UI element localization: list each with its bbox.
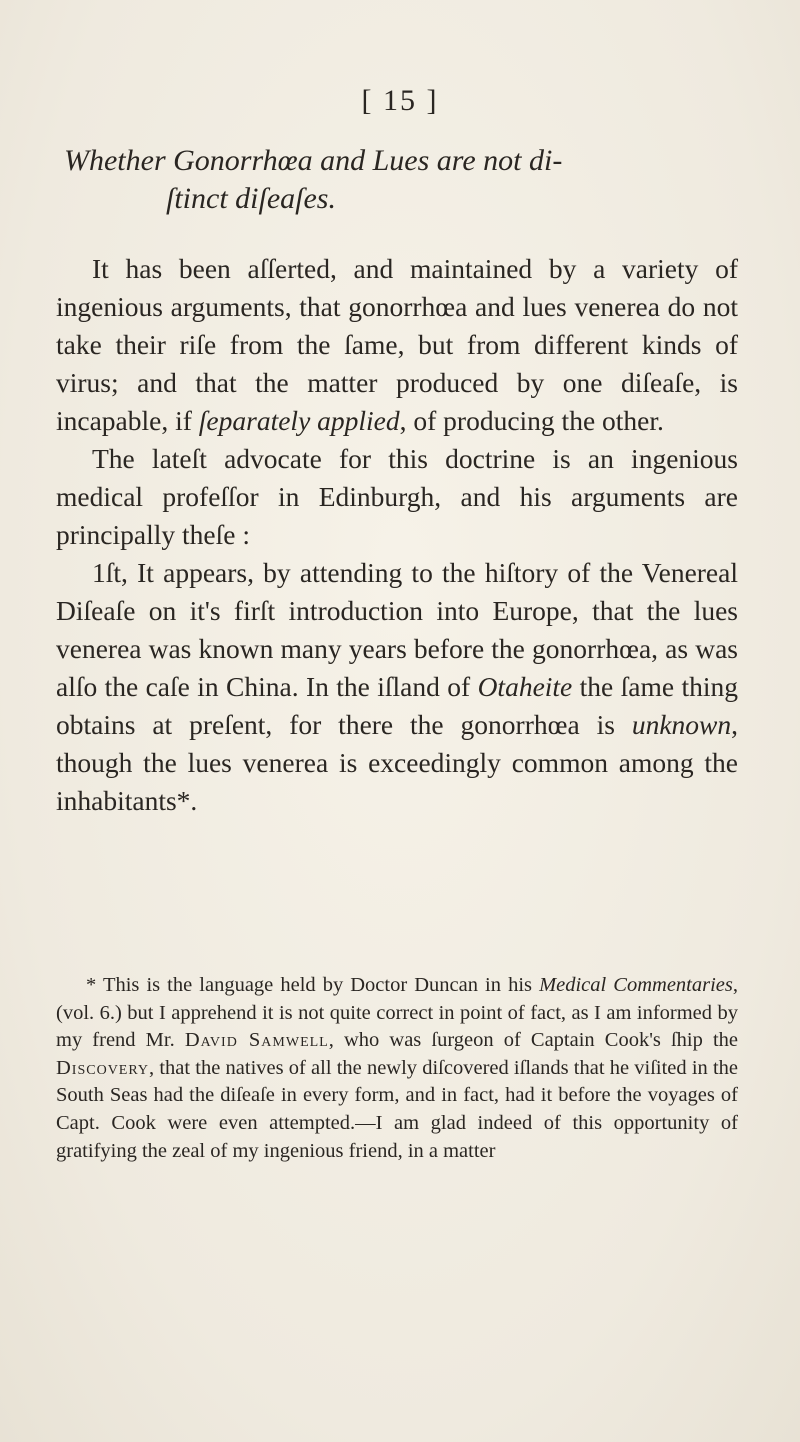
body-text [56, 250, 738, 820]
section-heading [56, 142, 738, 218]
footnote-name-samwell: David Samwell [184, 1029, 329, 1052]
footnote [56, 972, 738, 1165]
paragraph-1-text-a: It has been aſſerted, and maintained by a variety of ingenious arguments, that gonorrhœa and lues venerea do not take their riſe from the ſame, but from different kinds of virus; and that the matter produced by one diſeaſe, is incapable, if [56, 253, 738, 436]
footnote-text-b: , (vol. 6.) but I apprehend it is not quite correct in point of fact, as I am informed by my frend Mr. [56, 974, 738, 1052]
paragraph-3 [56, 554, 738, 820]
footnote-emphasis: Medical Commentaries [539, 974, 733, 996]
footnote-ship-name: Discovery [56, 1056, 150, 1079]
paragraph-1-emphasis: ſeparately applied [198, 405, 400, 436]
paragraph-3-emphasis-otaheite: Otaheite [477, 671, 573, 702]
paragraph-2: The lateſt advocate for this doctrine is an ingenious medical profeſſor in Edinburgh, and his arguments are principally theſe : [56, 443, 738, 550]
footnote-paragraph [56, 972, 738, 1165]
footnote-text-c: , who was ſurgeon of Captain Cook's ſhip the [328, 1029, 739, 1052]
paragraph-3-emphasis-unknown: unknown [631, 709, 732, 740]
footnote-text-d: , that the natives of all the newly diſcovered iſlands that he viſited in the South Seas had the diſeaſe in every form, and in fact, had it before the voyages of Capt. Cook were even attempted.—I am glad indeed of this opportunity of gratifying the zeal of my ingenious friend, in a matter [56, 1056, 738, 1162]
paragraph-1 [56, 250, 738, 440]
page-number: [ 15 ] [361, 84, 439, 117]
heading-line-1: Whether Gonorrhœa and Lues are not di- [64, 144, 563, 177]
heading-line-2: ſtinct diſeaſes. [166, 182, 336, 215]
paragraph-3-text-a: 1ſt, It appears, by attending to the hiſtory of the Venereal Diſeaſe on it's firſt introduction into Europe, that the lues venerea was known many years before the gonorrhœa, as was alſo the caſe in China. In the iſland of [56, 557, 738, 702]
paragraph-3-text-b: the ſame thing obtains at preſent, for there the gonorrhœa is [56, 671, 738, 740]
footnote-text-a: * This is the language held by Doctor Duncan in his [86, 974, 540, 996]
paragraph-1-text-b: , of producing the other. [399, 405, 664, 436]
paragraph-3-text-c: , though the lues venerea is exceedingly common among the inhabitants*. [56, 709, 738, 816]
